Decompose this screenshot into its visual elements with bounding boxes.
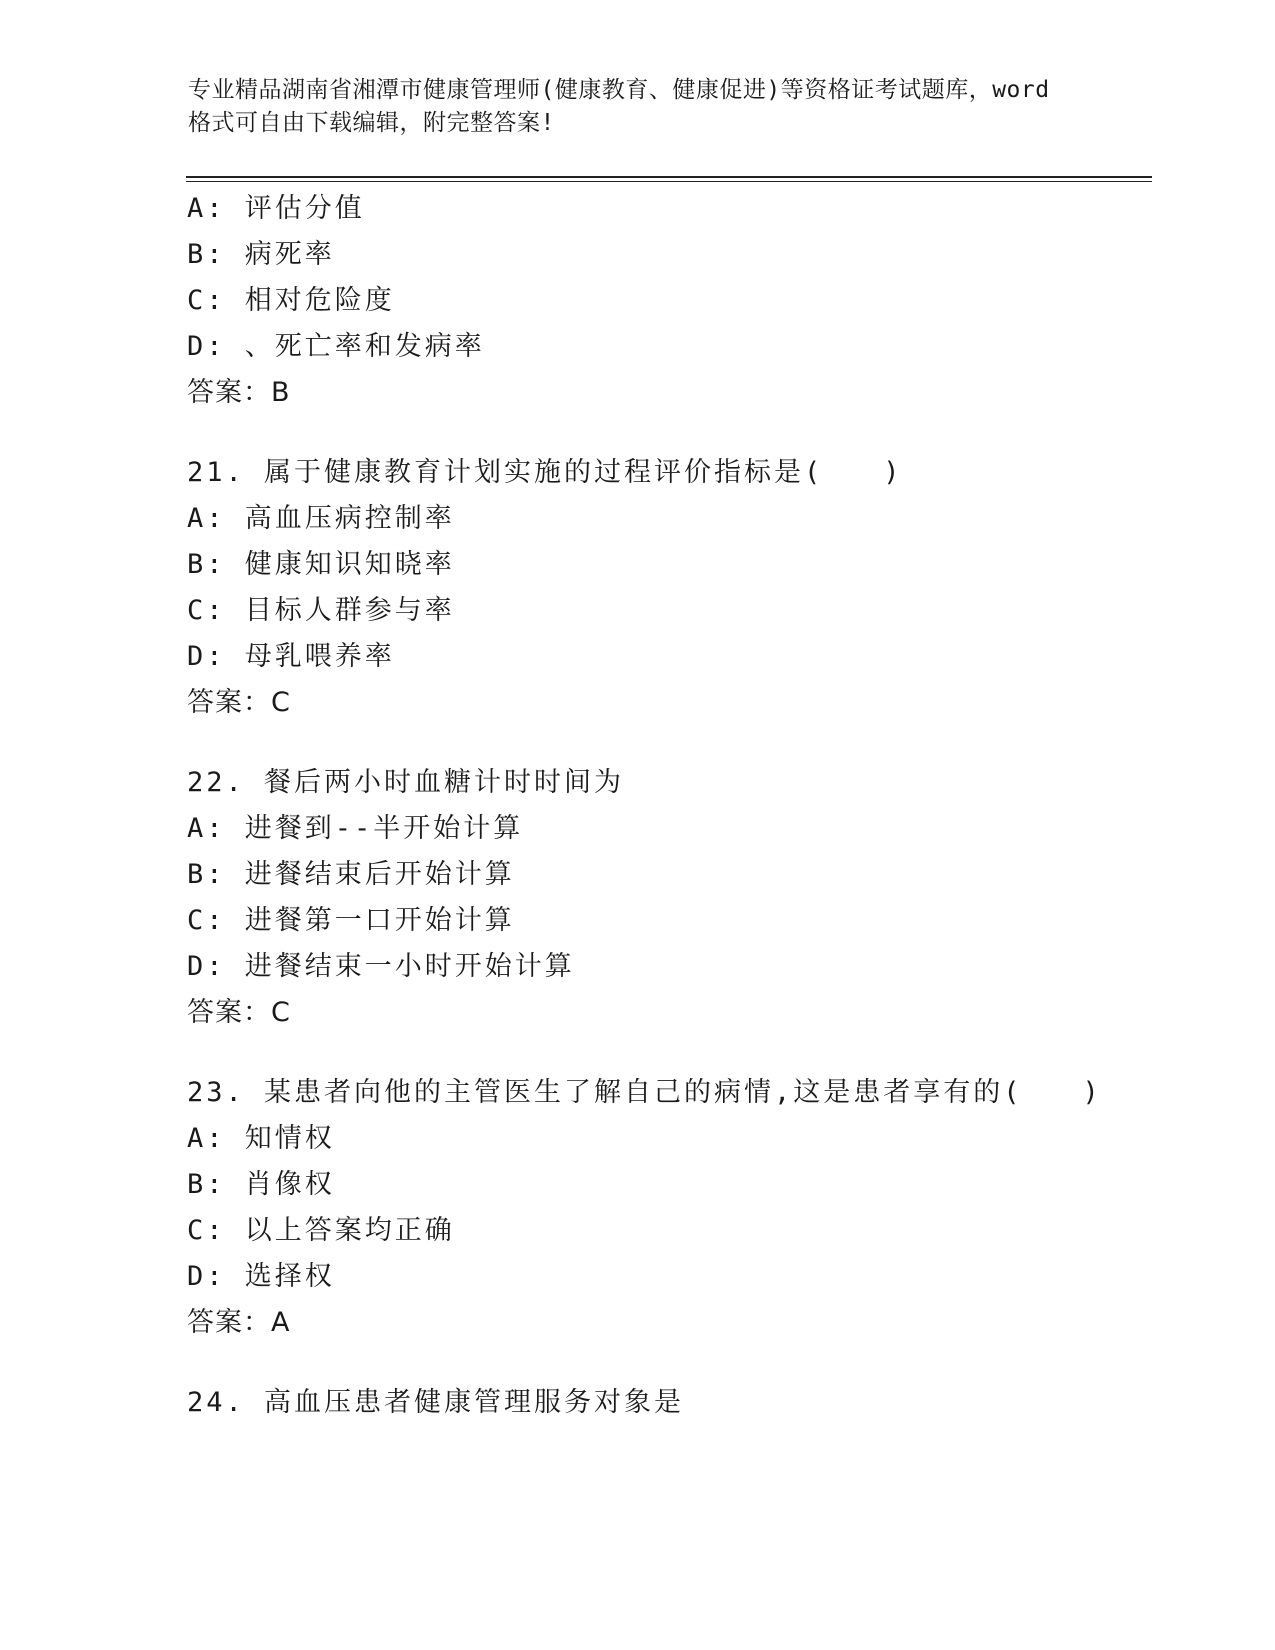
question-block-23 <box>187 1070 1147 1346</box>
option-d: D: 进餐结束一小时开始计算 <box>187 951 575 982</box>
question-block-20 <box>187 186 1147 416</box>
option-a: A: 知情权 <box>187 1123 335 1154</box>
option-d: D: 母乳喂养率 <box>187 641 395 672</box>
document-header <box>188 74 1088 140</box>
header-divider-thick <box>186 176 1152 178</box>
question-block-22 <box>187 760 1147 1036</box>
option-d: D: 选择权 <box>187 1261 335 1292</box>
answer-line: 答案：C <box>187 687 291 718</box>
question-block-24 <box>187 1380 1147 1426</box>
option-a: A: 进餐到--半开始计算 <box>187 813 524 844</box>
option-c: C: 相对危险度 <box>187 285 395 316</box>
option-a: A: 评估分值 <box>187 193 365 224</box>
answer-line: 答案：C <box>187 997 291 1028</box>
option-c: C: 目标人群参与率 <box>187 595 455 626</box>
question-stem: 22. 餐后两小时血糖计时时间为 <box>187 767 625 798</box>
answer-line: 答案：A <box>187 1307 291 1338</box>
header-line-1: 专业精品湖南省湘潭市健康管理师(健康教育、健康促进)等资格证考试题库，word <box>188 77 1050 103</box>
option-c: C: 进餐第一口开始计算 <box>187 905 515 936</box>
question-stem: 23. 某患者向他的主管医生了解自己的病情,这是患者享有的( ) <box>187 1077 1102 1108</box>
question-stem: 24. 高血压患者健康管理服务对象是 <box>187 1387 685 1418</box>
question-content <box>187 186 1147 1460</box>
option-c: C: 以上答案均正确 <box>187 1215 455 1246</box>
header-line-2: 格式可自由下载编辑，附完整答案! <box>188 110 555 136</box>
question-block-21 <box>187 450 1147 726</box>
option-a: A: 高血压病控制率 <box>187 503 455 534</box>
option-d: D: 、死亡率和发病率 <box>187 331 485 362</box>
option-b: B: 肖像权 <box>187 1169 335 1200</box>
option-b: B: 健康知识知晓率 <box>187 549 455 580</box>
header-divider-thin <box>186 181 1152 182</box>
option-b: B: 进餐结束后开始计算 <box>187 859 515 890</box>
option-b: B: 病死率 <box>187 239 335 270</box>
answer-line: 答案：B <box>187 377 291 408</box>
question-stem: 21. 属于健康教育计划实施的过程评价指标是( ) <box>187 457 903 488</box>
